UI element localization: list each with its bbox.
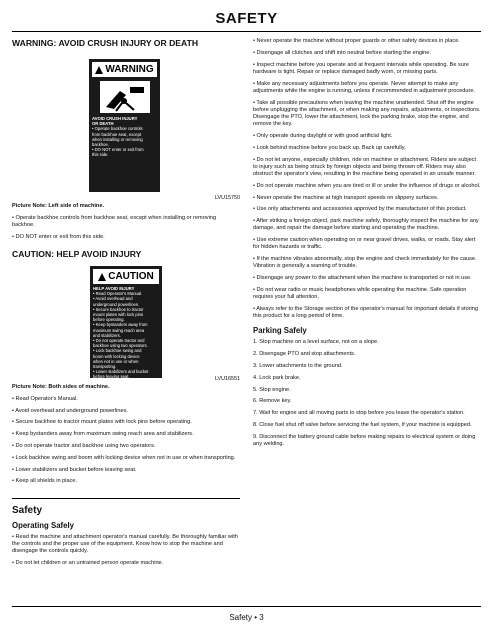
bullet-item: • Do not wear radio or music headphones while operating the machine. Safe operation requires your full attention. — [253, 286, 467, 301]
caution-sign-line: transporting. — [93, 364, 117, 370]
parking-step: 1. Stop machine on a level surface, not on a slope. — [253, 339, 379, 346]
safety-heading: Safety — [12, 504, 43, 516]
bullet-item: • Read Operator's Manual. — [12, 395, 78, 402]
bullet-item: • Never operate the machine at high transport speeds on slippery surfaces. — [253, 194, 439, 201]
parking-step: 8. Close fuel shut off valve before servicing the fuel system, if your machine is equipped. — [253, 421, 472, 428]
warning-figure — [12, 53, 240, 201]
bullet-item: • Do not let children or an untrained person operate machine. — [12, 559, 164, 566]
caution-sign-line: • Lock backhoe swing and — [93, 348, 142, 354]
bullet-item: • Do not operate tractor and backhoe using two operators. — [12, 442, 156, 449]
caution-sign — [90, 266, 162, 385]
bullet-item: • Make any necessary adjustments before you operate. Never attempt to make any adjustments while the engine is running, unless if recommended in adjustment procedure. — [253, 80, 476, 94]
footer-rule — [12, 606, 481, 607]
caution-sign-line: • Secure backhoe to tractor — [93, 306, 144, 312]
parking-step: 9. Disconnect the battery ground cable before making repairs to electrical system or doing any welding. — [253, 433, 476, 447]
figure-id: LVU16551 — [214, 376, 240, 382]
caution-sign-line: boom with locking device — [93, 353, 140, 359]
caution-sign-line: before operating. — [93, 317, 125, 323]
parking-step: 2. Disengage PTO and stop attachments. — [253, 351, 356, 358]
caution-sign-line: HELP AVOID INJURY — [93, 286, 135, 291]
right-column — [253, 38, 481, 453]
warning-sign-line: backhoe. — [92, 142, 109, 148]
warning-sign-head: WARNING — [92, 62, 157, 77]
caution-triangle-icon — [98, 273, 106, 281]
caution-sign-line: and stabilizers. — [93, 332, 121, 338]
bullet-item: • If the machine vibrates abnormally, stop the engine and check immediately for the cause. Vibration is generally a warning of trouble. — [253, 256, 477, 270]
bullet-item: • DO NOT enter or exit from this side. — [12, 233, 105, 240]
bullet-item: • Look behind machine before you back up. Back up carefully. — [253, 144, 406, 151]
parking-heading: Parking Safely — [253, 326, 307, 336]
caution-sign-line: when not in use or when — [93, 358, 139, 364]
bullet-item: • Secure backhoe to tractor mount plates with lock pins before operating. — [12, 419, 192, 426]
title-rule — [12, 31, 481, 32]
warning-sign-line: this side. — [92, 152, 109, 158]
bullet-item: • Operate backhoe controls from backhoe seat, except when installing or removing backhoe. — [12, 214, 217, 228]
bullet-item: • Read the machine and attachment operator's manual carefully. Be thoroughly familiar with the controls and the proper use of the equipment. Know how to stop the machine and disengage the controls quickly. — [12, 533, 238, 554]
warning-sign-line: AVOID CRUSH INJURY — [92, 116, 138, 121]
bullet-item: • After striking a foreign object, park machine safely, thoroughly inspect the machine for any damage, and repair the damage before starting and operating the machine. — [253, 218, 479, 232]
bullet-item: • Do not let anyone, especially children, ride on machine or attachment. Riders are subject to injury such as being struck by foreign objects and being thrown off. Riders may also obstruct the operator's view, resulting in the machine being operated in an unsafe manner. — [253, 156, 477, 177]
picture-note: Picture Note: Both sides of machine. — [12, 384, 110, 390]
caution-sign-line: maximum swing reach area — [93, 327, 145, 333]
parking-step: 5. Stop engine. — [253, 386, 291, 393]
warning-sign-line: • DO NOT enter or exit from — [92, 147, 144, 153]
warning-sign-line: when installing or removing — [92, 136, 143, 142]
warning-triangle-icon — [95, 66, 103, 74]
bullet-item: • Inspect machine before you operate and at frequent intervals while operating. Be sure hardware is tight. Repair or replace damaged badly worn, or missing parts. — [253, 61, 469, 75]
bullet-item: • Do not operate machine when you are tired or ill or under the influence of drugs or alcohol. — [253, 182, 481, 189]
bullet-item: • Use only attachments and accessories approved by the manufacturer of this product. — [253, 206, 467, 213]
parking-step: 3. Lower attachments to the ground. — [253, 362, 343, 369]
bullet-item: • Lock backhoe swing and boom with locking device when not in use or when transporting. — [12, 454, 236, 461]
section-rule — [12, 498, 240, 499]
bullet-item: • Keep bystanders away from maximum swing reach area and stabilizers. — [12, 431, 194, 438]
bullet-item: • Disengage all clutches and shift into neutral before starting the engine. — [253, 49, 431, 56]
caution-sign-line: mount plates with lock pins — [93, 312, 144, 318]
caution-sign-line: • Lower stabilizers and bucket — [93, 369, 149, 375]
caution-sign-head: CAUTION — [93, 269, 159, 284]
bullet-item: • Always refer to the Storage section of the operator's manual for important details if storing this product for a long period of time. — [253, 305, 479, 320]
operating-heading: Operating Safely — [12, 520, 74, 530]
caution-sign-line: • Read Operator's Manual. — [93, 291, 143, 297]
warning-sign-line: OR DEATH — [92, 121, 114, 127]
caution-sign-line: • Keep bystanders away from — [93, 322, 148, 328]
crush-hazard-icon — [92, 80, 157, 113]
bullet-item: • Take all possible precautions when leaving the machine unattended. Shut off the engine before unplugging the attachment, or when making any repairs, adjustments, or inspections. Disengage the PTO, lower the attachment, lock the parking brake, stop the engine, and remove the key. — [253, 99, 481, 128]
left-column — [12, 38, 240, 572]
bullet-item: • Use extreme caution when operating on or near gravel drives, walks, or roads. Stay alert for hidden hazards or traffic. — [253, 237, 476, 251]
caution-sign-line: • Do not operate tractor and — [93, 338, 145, 344]
bullet-item: • Disengage any power to the attachment when the machine is transported or not in use. — [253, 275, 472, 282]
bullet-item: • Never operate the machine without proper guards or other safety devices in place. — [253, 38, 460, 44]
caution-sign-line: backhoe using two operators. — [93, 343, 148, 349]
caution-sign-line: • Avoid overhead and — [93, 296, 133, 302]
caution-heading: CAUTION: HELP AVOID INJURY — [12, 249, 142, 259]
parking-step: 6. Remove key. — [253, 398, 292, 405]
page-footer: Safety • 3 — [229, 613, 264, 622]
warning-sign-line: • Operate backhoe controls — [92, 126, 143, 132]
warning-sign — [89, 59, 160, 192]
figure-id: LVU15750 — [214, 195, 240, 201]
bullet-item: • Avoid overhead and underground powerlines. — [12, 407, 128, 414]
bullet-item: • Only operate during daylight or with good artificial light. — [253, 133, 393, 139]
parking-step: 4. Lock park brake. — [253, 374, 301, 381]
picture-note: Picture Note: Left side of machine. — [12, 203, 105, 209]
warning-heading: WARNING: AVOID CRUSH INJURY OR DEATH — [12, 38, 199, 48]
caution-figure — [12, 264, 240, 385]
caution-sign-line: • Keep all shields in place. — [93, 379, 142, 385]
bullet-item: • Keep all shields in place. — [12, 478, 78, 485]
caution-sign-line: before leaving seat. — [93, 374, 130, 380]
parking-step: 7. Wait for engine and all moving parts to stop before you leave the operator's station. — [253, 410, 465, 417]
caution-sign-line: underground powerlines. — [93, 301, 140, 307]
bullet-item: • Lower stabilizers and bucket before leaving seat. — [12, 466, 137, 473]
warning-sign-line: from backhoe seat, except — [92, 131, 142, 137]
page-title: SAFETY — [215, 10, 278, 27]
